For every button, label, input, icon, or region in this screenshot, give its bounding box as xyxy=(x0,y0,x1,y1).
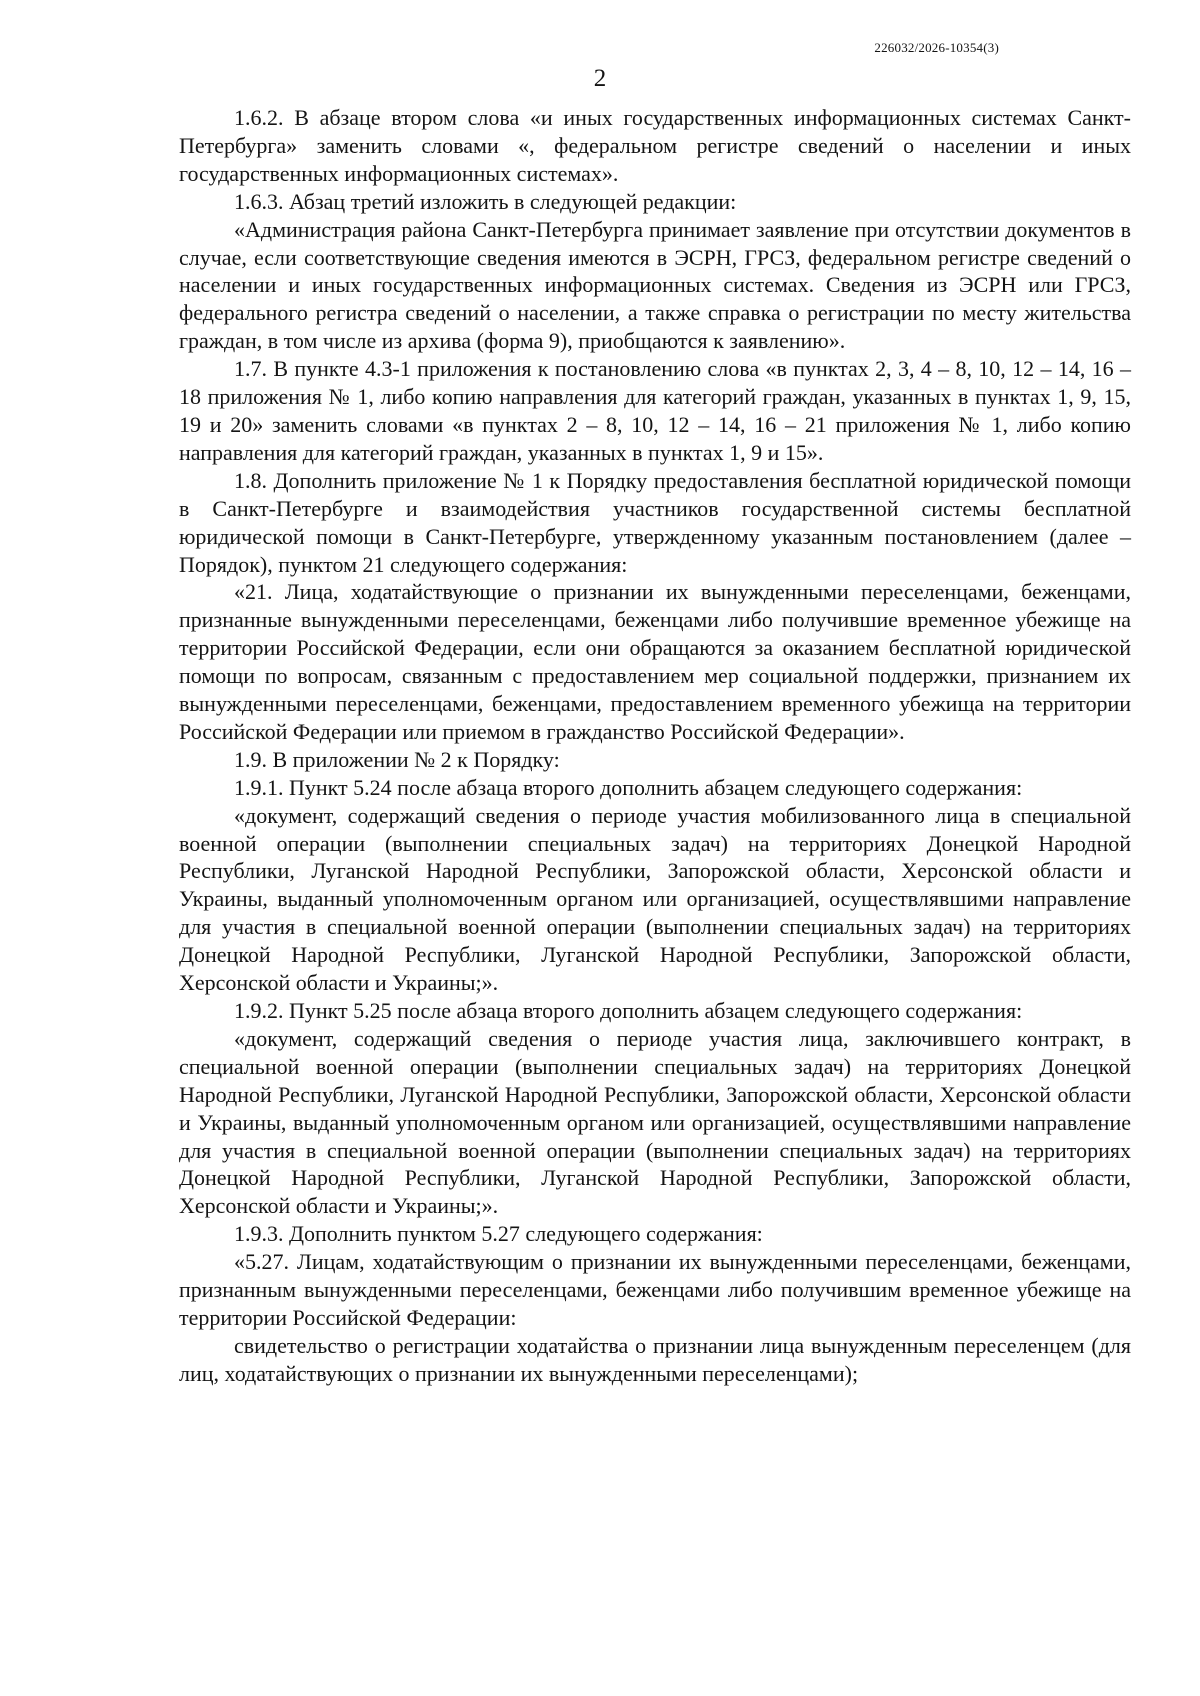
paragraph-1-9: 1.9. В приложении № 2 к Порядку: xyxy=(234,746,560,772)
paragraph-quote-contract: «документ, содержащий сведения о периоде участия лица, заключившего контракт, в специальной военной операции (выполнении специальных задач) на территориях Донецкой Народной Республики, Луганской Народной Республики, Запорожской области, Херсонской области и Украины, выданный уполномоченным органом или организацией, осуществлявшими направление для участия в специальной военной операции (выполнении специальных задач) на территориях Донецкой Народной Республики, Луганской Народной Республики, Запорожской области, Херсонской области и Украины;». xyxy=(179,1025,1131,1219)
paragraph-1-9-2: 1.9.2. Пункт 5.25 после абзаца второго дополнить абзацем следующего содержания: xyxy=(234,998,1023,1023)
paragraph-quote-5-27: «5.27. Лицам, ходатайствующим о признании их вынужденными переселенцами, беженцами, признанным вынужденными переселенцами, беженцами либо получившим временное убежище на территории Российской Федерации: xyxy=(179,1249,1131,1330)
paragraph-quote-mobilized: «документ, содержащий сведения о периоде участия мобилизованного лица в специальной военной операции (выполнении специальных задач) на территориях Донецкой Народной Республики, Луганской Народной Республики, Запорожской области, Херсонской области и Украины, выданный уполномоченным органом или организацией, осуществлявшими направление для участия в специальной военной операции (выполнении специальных задач) на территориях Донецкой Народной Республики, Луганской Народной Республики, Запорожской области, Херсонской области и Украины;». xyxy=(179,802,1131,996)
paragraph-1-6-2: 1.6.2. В абзаце втором слова «и иных государственных информационных системах Санкт-Петербурга» заменить словами «, федеральном регистре сведений о населении и иных государственных информационных системах». xyxy=(179,105,1131,186)
paragraph-1-6-3: 1.6.3. Абзац третий изложить в следующей редакции: xyxy=(234,188,737,214)
paragraph-1-7: 1.7. В пункте 4.3-1 приложения к постановлению слова «в пунктах 2, 3, 4 – 8, 10, 12 – 14, 16 – 18 приложения № 1, либо копию направления для категорий граждан, указанных в пунктах 1, 9, 15, 19 и 20» заменить словами «в пунктах 2 – 8, 10, 12 – 14, 16 – 21 приложения № 1, либо копию направления для категорий граждан, указанных в пунктах 1, 9 и 15». xyxy=(179,356,1131,465)
paragraph-quote-21: «21. Лица, ходатайствующие о признании их вынужденными переселенцами, беженцами, признанные вынужденными переселенцами, беженцами либо получившие временное убежище на территории Российской Федерации, если они обращаются за оказанием бесплатной юридической помощи по вопросам, связанным с предоставлением мер социальной поддержки, признанием их вынужденными переселенцами, беженцами, предоставлением временного убежища на территории Российской Федерации или приемом в гражданство Российской Федерации». xyxy=(179,579,1131,744)
page-number: 2 xyxy=(593,65,607,92)
document-body xyxy=(179,104,1131,1388)
paragraph-1-8: 1.8. Дополнить приложение № 1 к Порядку предоставления бесплатной юридической помощи в Санкт-Петербурге и взаимодействия участников государственной системы бесплатной юридической помощи в Санкт-Петербурге, утвержденному указанным постановлением (далее – Порядок), пунктом 21 следующего содержания: xyxy=(179,467,1131,577)
paragraph-1-9-3: 1.9.3. Дополнить пунктом 5.27 следующего содержания: xyxy=(234,1221,763,1247)
paragraph-1-9-1: 1.9.1. Пункт 5.24 после абзаца второго дополнить абзацем следующего содержания: xyxy=(234,774,1023,800)
paragraph-quote-administration: «Администрация района Санкт-Петербурга принимает заявление при отсутствии документов в случае, если соответствующие сведения имеются в ЭСРН, ГРСЗ, федеральном регистре сведений о населении и иных государственных информационных системах. Сведения из ЭСРН или ГРСЗ, федерального регистра сведений о населении, а также справка о регистрации по месту жительства граждан, в том числе из архива (форма 9), приобщаются к заявлению». xyxy=(179,216,1131,354)
paragraph-certificate: свидетельство о регистрации ходатайства о признании лица вынужденным переселенцем (для лиц, ходатайствующих о признании их вынужденными переселенцами); xyxy=(179,1332,1131,1386)
document-registration-number: 226032/2026-10354(3) xyxy=(874,40,999,55)
